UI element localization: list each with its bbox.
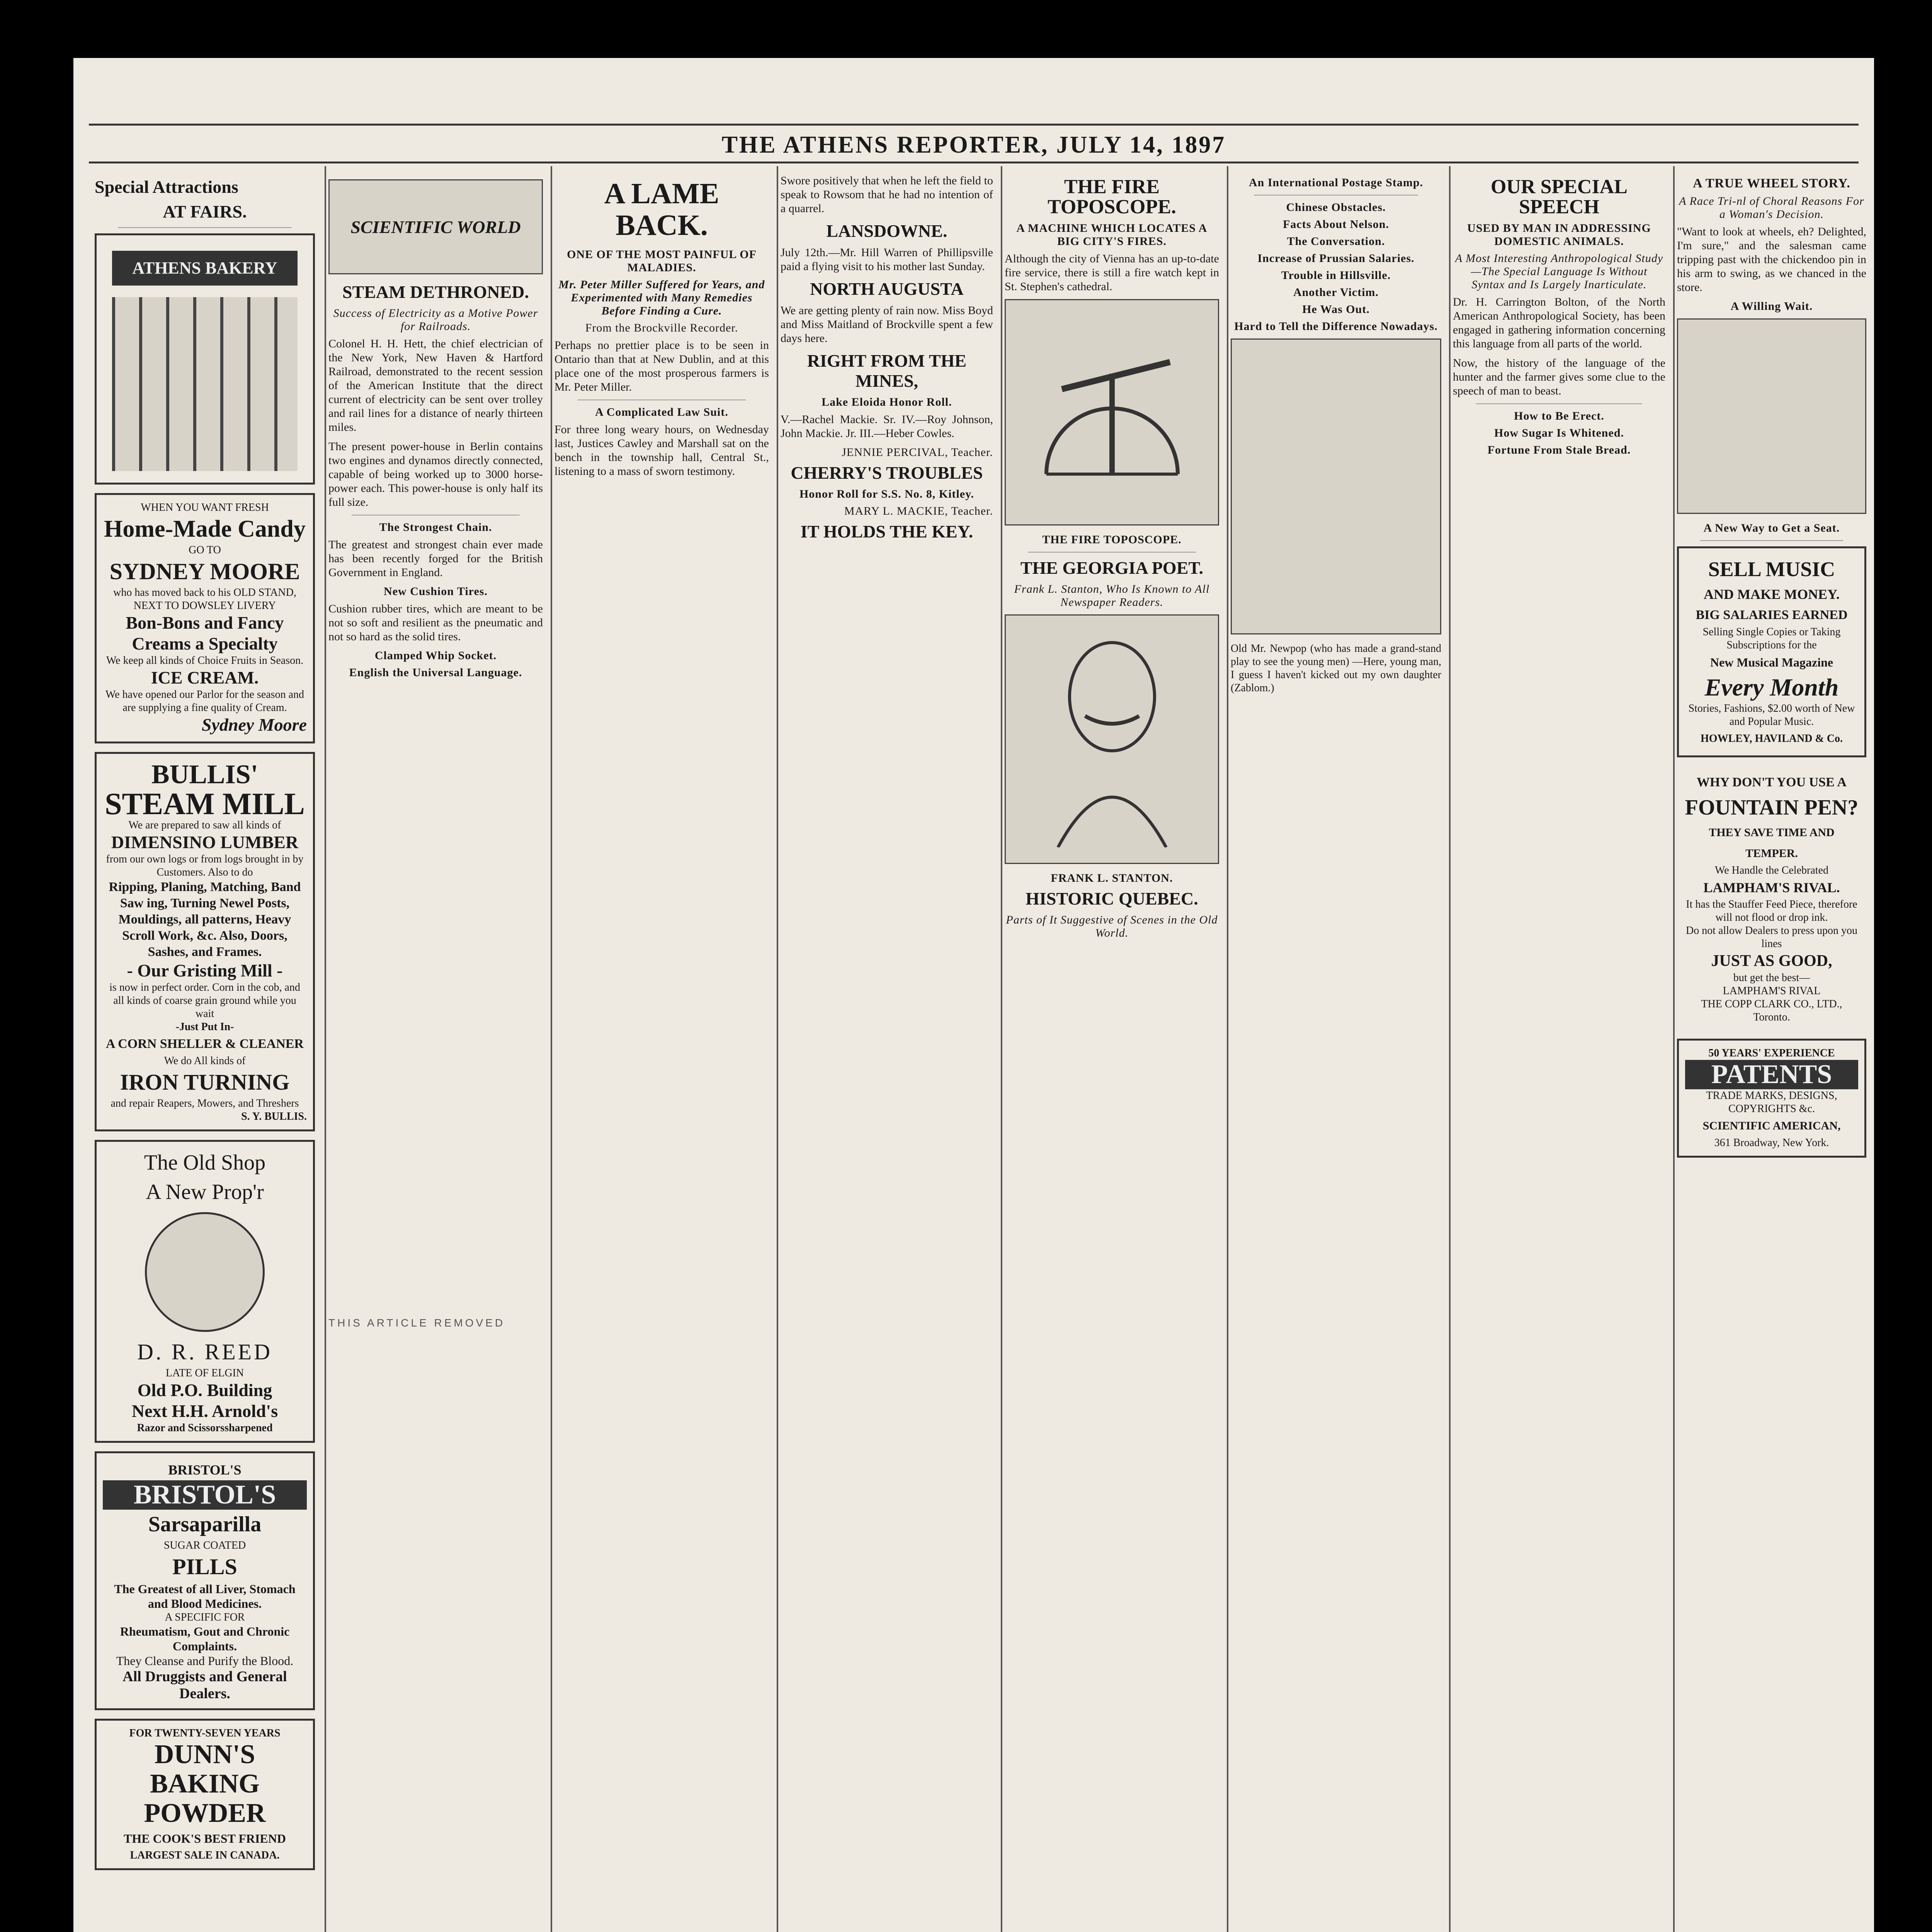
masthead: THE ATHENS REPORTER, JULY 14, 1897 [721,132,1226,158]
toposcope-illustration [1005,299,1219,526]
cushion-tires-heading: New Cushion Tires. [384,585,488,598]
postage-stamp-heading: An International Postage Stamp. [1248,176,1423,189]
column-rule [1449,166,1451,1932]
text-filler [1028,552,1196,553]
dunn-line1: FOR TWENTY-SEVEN YEARS [129,1727,281,1739]
article-paragraph: Now, the history of the language of the hunter and the farmer gives some clue to the speech of man to beast. [1453,357,1665,397]
fire-toposcope-sub: A MACHINE WHICH LOCATES A BIG CITY'S FIRES. [1016,222,1208,248]
another-victim-heading: Another Victim. [1293,286,1379,299]
dunn-line4: POWDER [144,1798,266,1828]
lame-back-sub2: Mr. Peter Miller Suffered for Years, and Experimented with Many Remedies Before Finding a Cure. [558,278,765,317]
article-paragraph: Perhaps no prettier place is to be seen in Ontario than that at New Dublin, and at this place one of the most prosperous farmers is Mr. Peter Miller. [554,339,769,393]
article-paragraph: Swore positively that when he left the field to speak to Rowsom that he had no intention of a quarrel. [781,174,993,215]
column-rule [1001,166,1002,1932]
candy-name: SYDNEY MOORE [109,559,300,584]
article-removed-note: THIS ARTICLE REMOVED [328,1317,505,1329]
bonbons-line: Bon-Bons and Fancy Creams a Specialty [126,613,284,653]
mill-title-1: BULLIS' [151,760,259,789]
chinese-obstacles-heading: Chinese Obstacles. [1286,201,1386,214]
gristing-heading: - Our Gristing Mill - [127,961,283,980]
column-rule [1227,166,1228,1932]
right-from-mines-heading: RIGHT FROM THE MINES, [807,351,967,391]
georgia-poet-heading: THE GEORGIA POET. [1020,558,1204,578]
column-rule [325,166,326,1932]
sell-music-ad [1677,546,1866,757]
dimension-lumber: DIMENSINO LUMBER [111,832,299,852]
candy-goto: GO TO [189,544,221,556]
get-a-seat-heading: A New Way to Get a Seat. [1703,522,1840,534]
fruits-line: We keep all kinds of Choice Fruits in Season. [106,655,304,667]
pen-line3: THEY SAVE TIME AND TEMPER. [1709,826,1835,860]
pen-line11: THE COPP CLARK CO., LTD., Toronto. [1701,998,1842,1023]
toposcope-caption: THE FIRE TOPOSCOPE. [1042,533,1182,546]
iron-note: and repair Reapers, Mowers, and Threshers [111,1097,299,1109]
music-line7: Stories, Fashions, $2.00 worth of New and Popular Music. [1688,702,1855,728]
article-paragraph: We are getting plenty of rain now. Miss Boyd and Miss Maitland of Brockville spent a few days here. [781,304,993,345]
lame-back-source: From the Brockville Recorder. [585,321,738,334]
druggists-line: All Druggists and General Dealers. [122,1668,287,1702]
sugar-whitened-heading: How Sugar Is Whitened. [1494,427,1624,439]
patents-line5: 361 Broadway, New York. [1714,1137,1829,1149]
old-shop-line1: The Old Shop [144,1151,266,1175]
wheel-story-sub: A Race Tri-nl of Choral Reasons For a Woman's Decision. [1679,195,1864,221]
column-rule [1673,166,1675,1932]
music-line6: Every Month [1704,673,1839,701]
steam-dethroned-heading: STEAM DETHRONED. [342,282,529,302]
column-8 [1677,174,1866,1932]
column-rule [551,166,552,1932]
newspaper-page [73,58,1874,1932]
kitley-roll-heading: Honor Roll for S.S. No. 8, Kitley. [799,488,975,500]
text-filler [118,227,292,228]
text-filler [1476,403,1642,404]
cherrys-troubles-heading: CHERRY'S TROUBLES [791,463,983,483]
column-7 [1453,174,1665,1932]
music-line4: Selling Single Copies or Taking Subscriptions for the [1702,626,1841,651]
column-6 [1231,174,1441,1932]
column-3 [554,174,769,1932]
conversation-heading: The Conversation. [1287,235,1385,248]
text-filler [1700,540,1843,541]
pen-line2: FOUNTAIN PEN? [1685,796,1859,820]
pen-line7: Do not allow Dealers to press upon you lines [1685,925,1858,950]
blank-area [328,683,543,1317]
banner-text: SCIENTIFIC WORLD [350,217,521,237]
pills: PILLS [172,1554,237,1579]
article-paragraph: Dr. H. Carrington Bolton, of the North American Anthropological Society, has been engaged in gathering information concerning this language from all parts of the world. [1453,296,1665,350]
dunn-line6: LARGEST SALE IN CANADA. [130,1849,280,1861]
portrait-caption: FRANK L. STANTON. [1051,872,1173,884]
scientific-world-banner [328,179,543,274]
cartoon-caption: Old Mr. Newpop (who has made a grand-stand play to see the young men) —Here, young man, I guess I haven't kicked out my own daughter (Zablom.) [1231,643,1441,694]
roll-signature: MARY L. MACKIE, Teacher. [844,505,993,517]
strongest-chain-heading: The Strongest Chain. [379,521,492,534]
article-paragraph: Cushion rubber tires, which are meant to be not so soft and resilient as the pneumatic and not so hard as the solid tires. [328,602,543,643]
article-paragraph: V.—Rachel Mackie. Sr. IV.—Roy Johnson, John Mackie. Jr. III.—Heber Cowles. [781,413,993,440]
icecream-heading: ICE CREAM. [151,668,259,687]
candy-intro: WHEN YOU WANT FRESH [141,502,269,514]
music-line8: HOWLEY, HAVILAND & Co. [1701,733,1843,745]
special-speech-heading: OUR SPECIAL SPEECH [1491,176,1628,218]
historic-quebec-sub: Parts of It Suggestive of Scenes in the Old World. [1006,913,1218,939]
rheumatism-line: Rheumatism, Gout and Chronic Complaints. [120,1624,290,1653]
razor-line: Razor and Scissorssharpened [137,1422,273,1434]
pen-line10: LAMPHAM'S RIVAL [1723,985,1821,997]
universal-language-heading: English the Universal Language. [349,666,522,679]
cleanse-line: They Cleanse and Purify the Blood. [116,1654,294,1668]
special-speech-sub2: A Most Interesting Anthropological Study—The Special Language Is Without Syntax and Is Largely Inarticulate. [1455,252,1663,291]
music-line2: AND MAKE MONEY. [1704,587,1840,602]
mill-title-2: STEAM MILL [105,787,305,821]
dunn-line5: THE COOK'S BEST FRIEND [124,1832,286,1845]
music-line3: BIG SALARIES EARNED [1696,608,1848,622]
column-4 [781,174,993,1932]
bakery-illustration [95,233,315,485]
shop-illustration [145,1212,265,1332]
he-was-out-heading: He Was Out. [1302,303,1370,316]
column-1 [95,174,315,1932]
special-speech-sub: USED BY MAN IN ADDRESSING DOMESTIC ANIMALS. [1467,222,1651,248]
mill-logs: from our own logs or from logs brought in by Customers. Also to do [106,853,304,878]
music-line1: SELL MUSIC [1708,558,1835,581]
po-building: Old P.O. Building [137,1380,272,1400]
music-line5: New Musical Magazine [1710,655,1833,669]
honor-roll-heading: Lake Eloida Honor Roll. [821,396,952,408]
bristol-big: BRISTOL'S [103,1480,307,1510]
specific-for: A SPECIFIC FOR [165,1611,245,1623]
article-paragraph: For three long weary hours, on Wednesday last, Justices Cawley and Marshall sat on the bench in the township hall, Central St., listening to a mass of sworn testimony. [554,423,769,478]
icecream-note: We have opened our Parlor for the season and are supplying a fine quality of Cream. [105,689,304,714]
bakery-sign: ATHENS BAKERY [112,251,298,286]
old-shop-line2: A New Prop'r [146,1180,264,1204]
steam-mill-ad [95,752,315,1131]
article-paragraph: The greatest and strongest chain ever made has been recently forged for the British Government in England. [328,538,543,579]
stale-bread-heading: Fortune From Stale Bread. [1487,444,1631,456]
text-filler [1254,195,1418,196]
bristol-ad [95,1451,315,1710]
landsdowne-heading: LANSDOWNE. [826,221,947,241]
hard-to-tell-heading: Hard to Tell the Difference Nowadays. [1234,320,1438,333]
article-paragraph: Colonel H. H. Hett, the chief electrician of the New York, New Haven & Hartford Railroad, demonstrated to the recent session of the American Institute that the direct current of electricity can be sent over trolley and rail lines for a distance of nearly thirteen miles. [328,337,543,434]
corn-sheller: A CORN SHELLER & CLEANER [106,1037,304,1051]
greatest-line: The Greatest of all Liver, Stomach and Blood Medicines. [114,1582,296,1611]
column-2 [328,174,543,1932]
next-arnold: Next H.H. Arnold's [131,1401,278,1421]
steam-subheading: Success of Electricity as a Motive Power for Railroads. [333,307,538,333]
lame-back-sub1: ONE OF THE MOST PAINFUL OF MALADIES. [567,248,757,274]
reed-name: D. R. REED [137,1339,272,1364]
mill-services: Ripping, Planing, Matching, Band Saw ing, Turning Newel Posts, Mouldings, all patterns, Heavy Scroll Work, &c. Also, Doors, Sashes, and Frames. [109,880,301,959]
dunns-baking-ad [95,1719,315,1870]
law-suit-heading: A Complicated Law Suit. [595,406,728,418]
column-5 [1005,174,1219,1932]
cartoon-illustration [1231,338,1441,634]
lame-back-heading: A LAME BACK. [604,177,719,242]
special-attractions-heading: Special Attractions [95,177,238,197]
mill-prep: We are prepared to saw all kinds of [128,819,281,831]
article-paragraph: July 12th.—Mr. Hill Warren of Phillipsville paid a flying visit to his mother last Sunday. [781,246,993,273]
old-shop-ad [95,1140,315,1443]
masthead-rule-bottom [89,162,1859,163]
pen-line6: It has the Stauffer Feed Piece, therefore will not flood or drop ink. [1686,898,1857,923]
fire-toposcope-heading: THE FIRE TOPOSCOPE. [1048,176,1176,218]
north-augusta-heading: NORTH AUGUSTA [810,279,964,299]
column-rule [777,166,778,1932]
patents-ad [1677,1039,1866,1158]
whip-socket-heading: Clamped Whip Socket. [374,649,497,662]
icecream-signature: Sydney Moore [201,715,307,735]
georgia-poet-sub: Frank L. Stanton, Who Is Known to All Newspaper Readers. [1014,583,1210,609]
pen-line4: We Handle the Celebrated [1715,864,1828,876]
toposcope-drawing [1031,327,1193,497]
candy-title: Home-Made Candy [104,516,306,542]
bullis-signature: S. Y. BULLIS. [241,1111,307,1122]
bristol-top: BRISTOL'S [168,1462,242,1478]
sarsaparilla: Sarsaparilla [148,1512,262,1536]
prussian-salaries-heading: Increase of Prussian Salaries. [1257,252,1415,265]
historic-quebec-heading: HISTORIC QUEBEC. [1026,889,1198,908]
holds-the-key-heading: IT HOLDS THE KEY. [800,522,973,541]
dunn-line2: DUNN'S [154,1740,255,1769]
patents-line3: TRADE MARKS, DESIGNS, COPYRIGHTS &c. [1706,1090,1837,1115]
masthead-rule-top [89,124,1859,126]
be-erect-heading: How to Be Erect. [1514,410,1604,422]
willing-wait-heading: A Willing Wait. [1730,300,1813,313]
reed-late: LATE OF ELGIN [165,1367,244,1379]
stanton-portrait [1005,614,1219,864]
candy-note: who has moved back to his OLD STAND, NEXT TO DOWSLEY LIVERY [113,587,296,612]
pen-line5: LAMPHAM'S RIVAL. [1703,880,1840,895]
waiting-illustration [1677,318,1866,514]
just-put-in: -Just Put In- [175,1021,234,1033]
we-do: We do All kinds of [164,1055,246,1067]
sugar-coated: SUGAR COATED [163,1539,246,1551]
pen-line1: WHY DON'T YOU USE A [1697,775,1847,789]
article-paragraph: Although the city of Vienna has an up-to-date fire service, there is still a fire watch kept in St. Stephen's cathedral. [1005,252,1219,293]
fountain-pen-ad [1677,766,1866,1030]
pen-line8: JUST AS GOOD, [1711,952,1832,970]
article-paragraph: The present power-house in Berlin contains two engines and dynamos directly connected, capable of being worked up to 3000 horse-power each. This power-house is only half its full size. [328,440,543,509]
patents-line4: SCIENTIFIC AMERICAN, [1702,1119,1841,1132]
wheel-story-heading: A TRUE WHEEL STORY. [1693,176,1850,190]
dunn-line3: BAKING [150,1769,260,1799]
storefront-drawing [112,297,298,471]
candy-ad [95,493,315,743]
nelson-facts-heading: Facts About Nelson. [1283,218,1389,231]
pen-line9: but get the best— [1733,972,1810,984]
hillsville-heading: Trouble in Hillsville. [1281,269,1391,282]
portrait-drawing [1043,631,1182,847]
article-paragraph: "Want to look at wheels, eh? Delighted, I'm sure," and the salesman came tripping past with the chickendoo pin in his arm to swing, as we chanced in the store. [1677,225,1866,294]
grist-note: is now in perfect order. Corn in the cob, and all kinds of coarse grain ground while you wait [109,981,300,1020]
patents-line2: PATENTS [1685,1060,1858,1089]
patents-line1: 50 YEARS' EXPERIENCE [1708,1047,1835,1059]
teacher-signature: JENNIE PERCIVAL, Teacher. [842,446,993,459]
at-fairs-heading: AT FAIRS. [163,202,247,221]
iron-turning: IRON TURNING [120,1070,290,1095]
